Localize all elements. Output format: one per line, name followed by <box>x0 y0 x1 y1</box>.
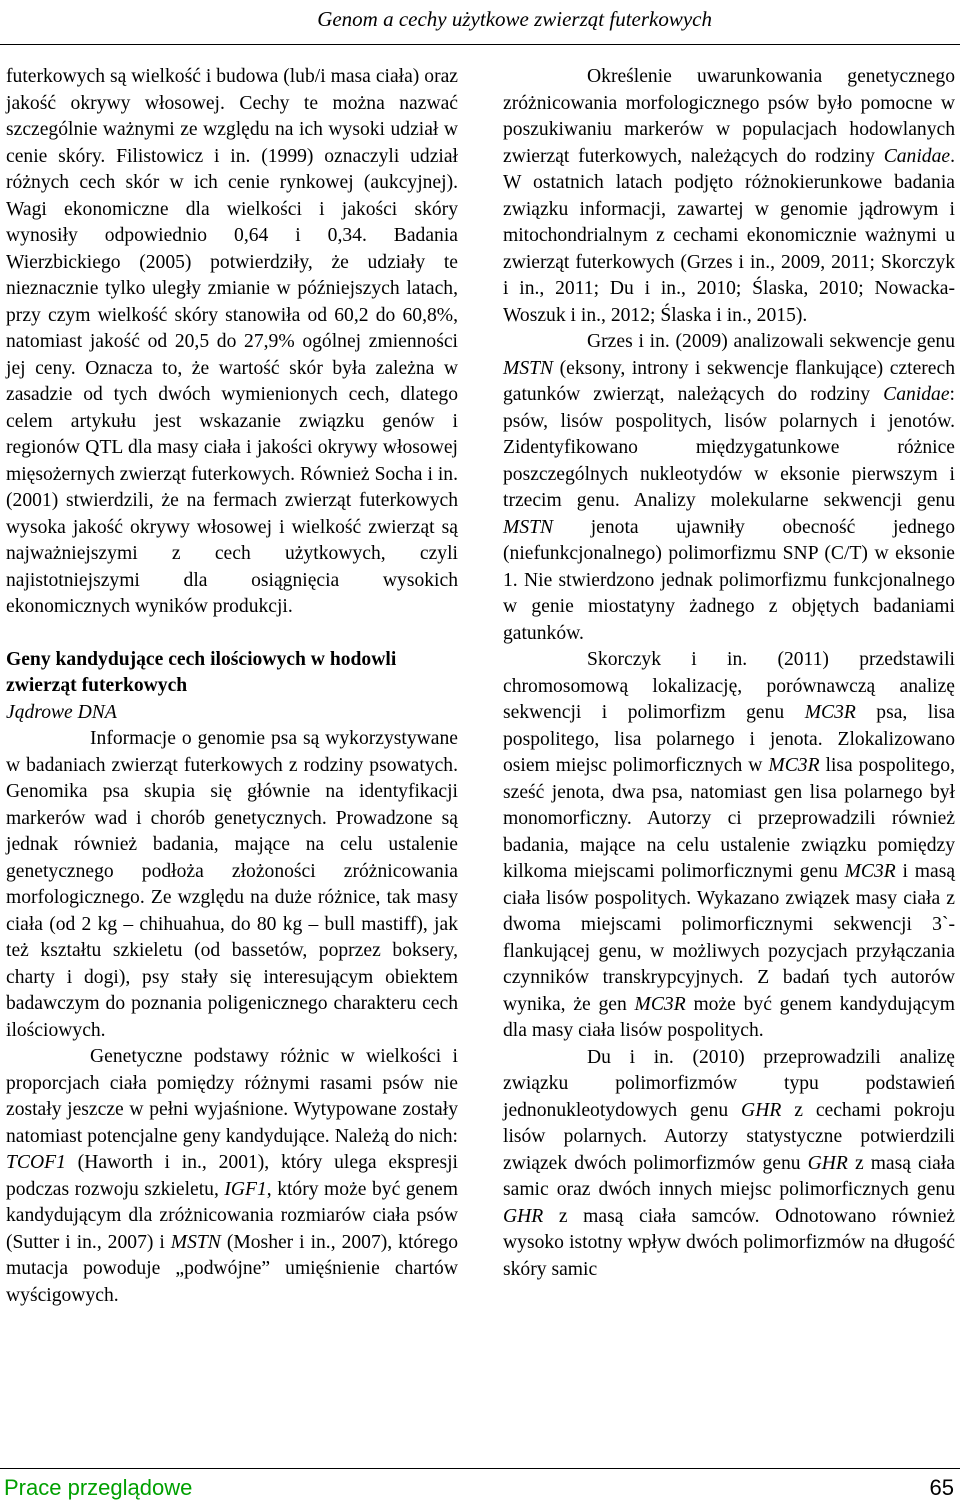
gene-name: MC3R <box>804 702 856 723</box>
footer-section-label: Prace przeglądowe <box>4 1475 193 1500</box>
subsection-heading: Jądrowe DNA <box>6 701 117 723</box>
text-run: i masą ciała lisów pospolitych. Wykazano związek masy ciała z dwoma miejscami polimorficznymi sekwencji 3`-flankującej genu, w możliwych pozycjach przyłączania czynników transkrypcyjnych. Z badań tych autorów wynika, że gen <box>503 861 956 1015</box>
left-paragraph-1: futerkowych są wielkość i budowa (lub/i masa ciała) oraz jakość okrywy włosowej. Cechy te można nazwać szczególnie ważnymi ze względu na ich wysoki udział w cenie skóry. Filistowicz i in. (1999) oznaczyli udział różnych cech skór w ich cenie rynkowej (aukcyjnej). Wagi ekonomiczne dla wielkości i jakości skóry wynosiły odpowiednio 0,64 i 0,34. Badania Wierzbickiego (2005) potwierdziły, że udziały te nieznacznie tylko uległy zmianie w późniejszych latach, przy czym wielkość skóry stanowiła od 60,2 do 60,8%, natomiast jakość od 20,5 do 27,9% ogólnej zmienności jej ceny. Oznacza to, że wartość skór była zależna w zasadzie od tych dwóch wymienionych cech, dlatego celem artykułu jest wskazanie związku genów i regionów QTL dla masy ciała i jakości okrywy włosowej mięsożernych zwierząt futerkowych. Również Socha i in. (2001) stwierdzili, że na fermach zwierząt futerkowych wysoka jakość okrywy włosowej i wielkość zwierząt są najważniejszymi z cech użytkowych, czyli najistotniejszymi dla osiągnięcia wysokich ekonomicznych wyników produkcji. <box>6 66 458 617</box>
left-paragraph-2: Informacje o genomie psa są wykorzystywane w badaniach zwierząt futerkowych z rodziny psowatych. Genomika psa skupia się głównie na identyfikacji markerów wad i chorób genetycznych. Prowadzone są jednak również badania, mające na celu ustalenie genetycznego podłoża złożoności zróżnicowania morfologicznego. Ze względu na duże różnice, tak masy ciała (od 2 kg – chihuahua, do 80 kg – bull mastiff), jak też kształtu szkieletu (od bassetów, poprzez boksery, charty i dogi), psy stały się interesującym obiektem badawczym do poznania poligenicznego charakteru cech ilościowych. <box>6 728 458 1041</box>
text-run: (eksony, introny i sekwencje flankujące) czterech gatunków zwierząt, należących do rodziny <box>503 357 955 405</box>
text-run: Du i in. (2010) przeprowadzili analizę związku polimorfizmów typu podstawień jednonukleotydowych genu <box>503 1046 955 1121</box>
text-run: Genetyczne podstawy różnic w wielkości i proporcjach ciała pomiędzy różnymi rasami psów nie zostały jeszcze w pełni wyjaśnione. Wytypowane zostały natomiast potencjalne geny kandydujące. Należą do nich: <box>6 1046 458 1147</box>
gene-name: MSTN <box>170 1231 221 1253</box>
footer-rule <box>0 1468 960 1469</box>
text-run: lisa pospolitego, sześć jenota, dwa psa, natomiast gen lisa polarnego był monomorficzny. Autorzy ci przeprowadzili również badania, mające na celu ustalenie związku pomiędzy kilkoma miejscami polimorficznymi genu <box>503 755 956 882</box>
text-run: Określenie uwarunkowania genetycznego zróżnicowania morfologicznego psów było pomocne w poszukiwaniu markerów w populacjach hodowlanych zwierząt futerkowych, należących do rodziny <box>503 66 955 167</box>
gene-name: MSTN <box>503 357 554 379</box>
left-paragraph-3 <box>6 1044 458 1309</box>
text-run: , który może być genem kandydującym dla zróżnicowania rozmiarów ciała psów (Sutter i in., 2007) i <box>6 1178 458 1253</box>
text-run: jenota ujawniły obecność jednego (niefunkcjonalnego) polimorfizmu SNP (C/T) w eksonie 1. Nie stwierdzono jednak polimorfizmu funkcjonalnego w genie miostatyny żadnego z objętych badaniami gatunków. <box>503 516 955 644</box>
text-run: może być genem kandydującym dla masy ciała lisów pospolitych. <box>503 993 955 1041</box>
gene-name: IGF1 <box>224 1178 267 1200</box>
gene-name: MC3R <box>768 755 820 776</box>
right-paragraph-4 <box>503 1045 955 1284</box>
right-paragraph-3 <box>503 647 955 1045</box>
gene-name: MC3R <box>844 861 896 882</box>
left-column <box>6 64 458 1309</box>
running-header <box>0 0 960 45</box>
text-run: (Mosher i in., 2007), którego mutacja powoduje „podwójne” umięśnienie chartów wyścigowych. <box>6 1231 458 1306</box>
section-heading: Geny kandydujące cech ilościowych w hodowli zwierząt futerkowych <box>6 648 397 696</box>
family-name: Canidae <box>883 384 950 405</box>
text-run: (Haworth i in., 2001), który ulega ekspresji podczas rozwoju szkieletu, <box>6 1152 458 1200</box>
right-paragraph-2 <box>503 329 955 647</box>
family-name: Canidae <box>883 145 951 167</box>
text-run: Skorczyk i in. (2011) przedstawili chromosomową lokalizację, porównawczą analizę sekwencji i polimorfizm genu <box>503 649 955 723</box>
text-run: . W ostatnich latach podjęto różnokierunkowe badania związku informacji, zawartej w genomie jądrowym i mitochondrialnym z cechami ekonomicznie ważnymi u zwierząt futerkowych (Grzes i in., 2009, 2011; Skorczyk i in., 2011; Du i in., 2010; Ślaska, 2010; Nowacka-Woszuk i in., 2012; Ślaska i in., 2015). <box>503 145 955 326</box>
text-run: z cechami pokroju lisów polarnych. Autorzy statystyczne potwierdzili związek dwóch polimorfizmów genu <box>503 1099 955 1174</box>
text-run: z masą ciała samic oraz dwóch innych miejsc polimorficznych genu <box>503 1152 955 1200</box>
gene-name: GHR <box>741 1099 782 1121</box>
text-run: psa, lisa pospolitego, lisa polarnego i jenota. Zlokalizowano osiem miejsc polimorficznych w <box>503 702 955 776</box>
gene-name: GHR <box>503 1205 544 1227</box>
right-paragraph-1 <box>503 64 955 329</box>
text-run: : psów, lisów pospolitych, lisów polarnych i jenotów. Zidentyfikowano międzygatunkowe różnice poszczególnych nukleotydów w eksonie pierwszym i trzecim genu. Analizy molekularne sekwencji genu <box>503 384 955 511</box>
gene-name: MSTN <box>503 516 554 538</box>
gene-name: GHR <box>807 1152 848 1174</box>
text-run: z masą ciała samców. Odnotowano również wysoko istotny wpływ dwóch polimorfizmów na długość skóry samic <box>503 1205 955 1280</box>
header-title: Genom a cechy użytkowe zwierząt futerkowych <box>317 7 712 31</box>
text-run: Grzes i in. (2009) analizowali sekwencje genu <box>587 331 955 352</box>
gene-name: MC3R <box>634 993 686 1015</box>
right-column <box>503 64 955 1283</box>
page-number: 65 <box>929 1475 954 1500</box>
gene-name: TCOF1 <box>6 1152 66 1173</box>
